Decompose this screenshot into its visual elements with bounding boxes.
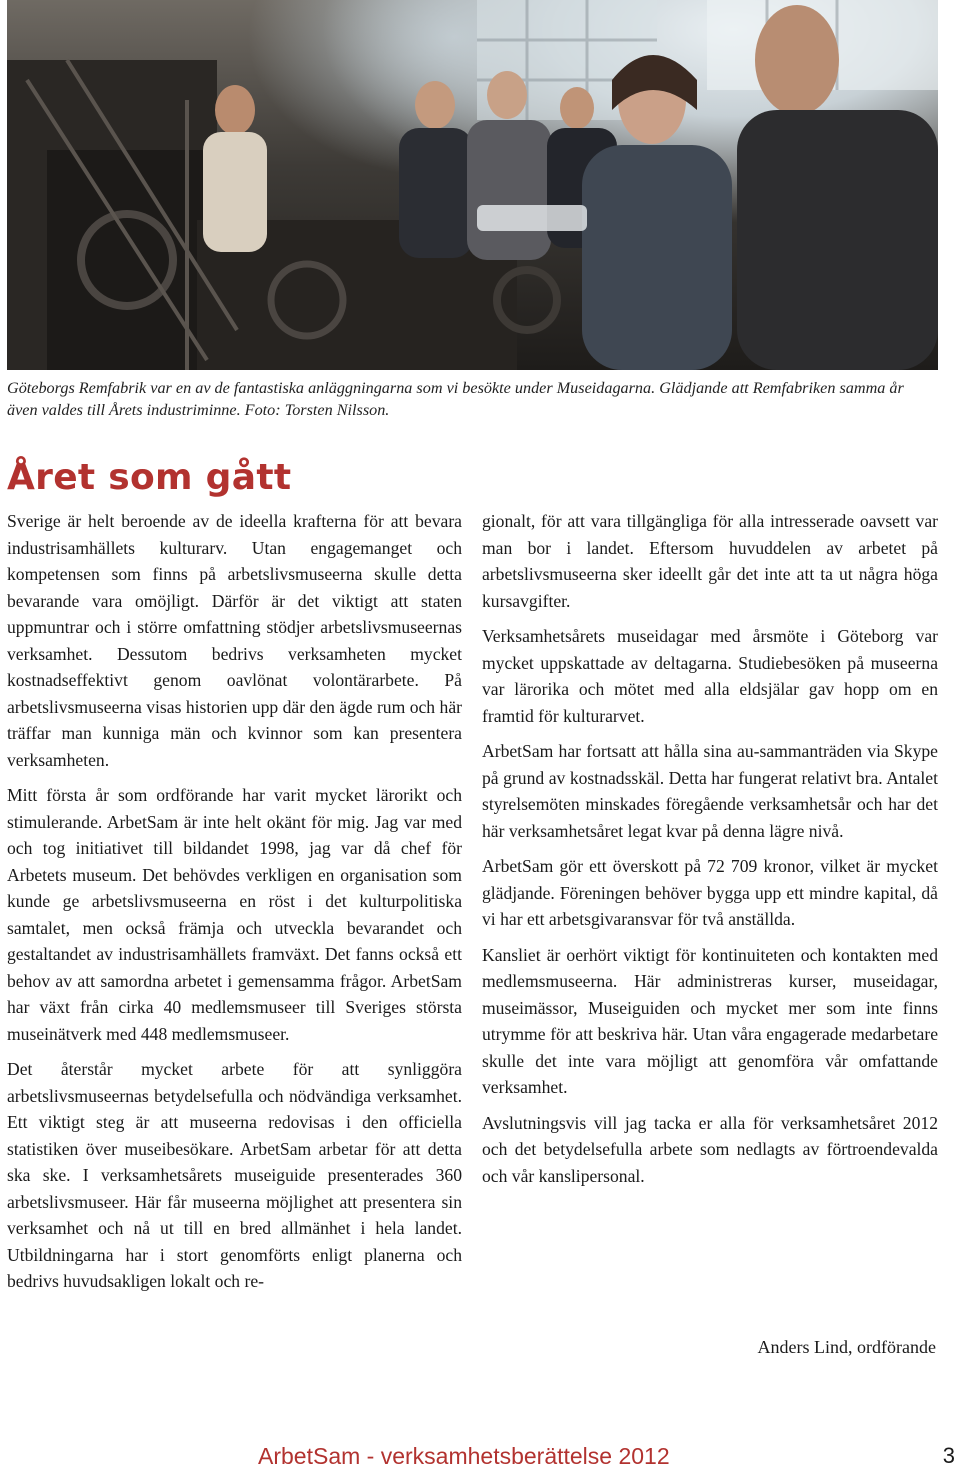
paragraph: ArbetSam gör ett överskott på 72 709 kronor, vilket är mycket glädjande. Föreningen behöver bygga upp ett mindre kapital, då vi har ett arbetsgivaransvar för två anställda. — [482, 856, 938, 929]
paragraph: gionalt, för att vara tillgängliga för alla intresserade oavsett var man bor i landet. Eftersom huvuddelen av arbetet på arbetslivsmuseerna sker ideellt går det inte att ta ut några höga kursavgifter. — [482, 511, 938, 611]
paragraph: Verksamhetsårets museidagar med årsmöte i Göteborg var mycket uppskattade av deltagarna. Studiebesöken på museerna var lärorika och mötet med alla eldsjälar gav hopp om en framtid för kulturarvet. — [482, 626, 938, 726]
paragraph: Sverige är helt beroende av de ideella krafterna för att bevara industrisamhällets kulturarv. Utan engagemanget och kompetensen som finns på arbetslivsmuseerna skulle detta bevarande vara omöjligt. Därför är det viktigt att staten uppmuntrar och i större omfattning stödjer arbetslivsmuseernas verksamhet. Dessutom bedrivs verksamheten mycket kostnadseffektivt genom oavlönat volontärarbete. På arbetslivsmuseerna visas historien upp där den ägde rum och här träffar man kunniga män och kvinnor som kan presentera verksamheten. — [7, 511, 462, 770]
photo-illustration — [7, 0, 938, 370]
signature: Anders Lind, ordförande — [757, 1337, 936, 1357]
page-number: 3 — [942, 1443, 955, 1468]
right-column — [482, 508, 938, 1198]
paragraph: Mitt första år som ordförande har varit mycket lärorikt och stimulerande. ArbetSam är inte helt okänt för mig. Jag var med och tog initiativet till bildandet 1998, jag var då chef för Arbetets museum. Det behövdes verkligen en organisation som kunde ge arbetslivsmuseerna en röst i det kulturpolitiska samtalet, men också främja och utveckla bevarandet och gestaltandet av industrisamhällets framväxt. Det fanns också ett behov av att samordna arbetet i gemensamma frågor. ArbetSam har växt från cirka 40 medlemsmuseer till Sveriges största museinätverk med 448 medlemsmuseer. — [7, 785, 462, 1044]
left-column — [7, 508, 462, 1304]
paragraph: Avslutningsvis vill jag tacka er alla för verksamhetsåret 2012 och det betydelsefulla arbete som nedlagts av förtroendevalda och vår kanslipersonal. — [482, 1112, 938, 1186]
footer-title: ArbetSam - verksamhetsberättelse 2012 — [258, 1443, 670, 1469]
paragraph: Det återstår mycket arbete för att synliggöra arbetslivsmuseernas betydelsefulla och nödvändiga verksamhet. Ett viktigt steg är att museerna redovisas i den officiella statistiken över museibesökare. ArbetSam arbetar för att detta ska ske. I verksamhetsårets museiguide presenterades 360 arbetslivsmuseer. Här får museerna möjlighet att presentera sin verksamhet och nå ut till en bred allmänhet i hela landet. Utbildningarna har i stort genomförts enligt planerna och bedrivs huvudsakligen lokalt och re- — [7, 1059, 462, 1291]
paragraph: ArbetSam har fortsatt att hålla sina au-sammanträden via Skype på grund av kostnadsskäl. Detta har fungerat relativt bra. Antalet styrelsemöten minskades föregående verksamhetsår och har det här verksamhetsåret legat kvar på denna lägre nivå. — [482, 741, 938, 841]
article-heading: Året som gått — [7, 457, 292, 498]
paragraph: Kansliet är oerhört viktigt för kontinuiteten och kontakten med medlemsmuseerna. Här administreras kurser, museidagar, museimässor, Museiguiden och mycket mer som inte finns utrymme för att beskriva här. Utan våra engagerade medarbetare skulle det inte vara möjligt att genomföra vår omfattande verksamhet. — [482, 944, 938, 1097]
header-photo — [7, 0, 938, 370]
photo-caption: Göteborgs Remfabrik var en av de fantastiska anläggningarna som vi besökte under Museidagarna. Glädjande att Remfabriken samma år även valdes till Årets industriminne. Foto: Torsten Nilsson. — [7, 379, 904, 419]
